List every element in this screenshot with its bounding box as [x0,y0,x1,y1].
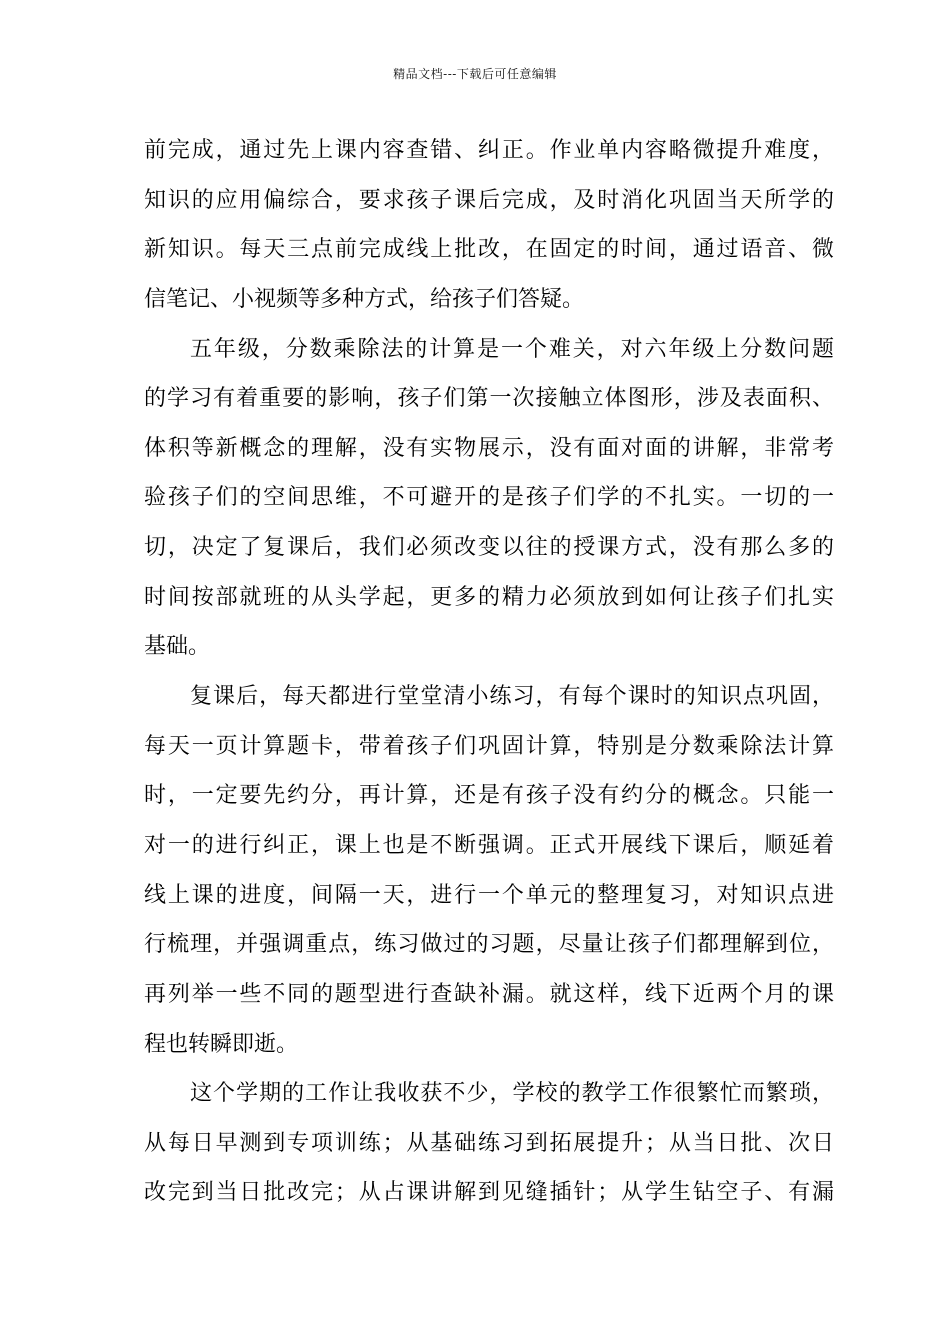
text-line: 新知识。每天三点前完成线上批改，在固定的时间，通过语音、微 [144,237,834,263]
text-line: 的学习有着重要的影响，孩子们第一次接触立体图形，涉及表面积、 [144,386,834,412]
paragraph-first-line: 五年级，分数乘除法的计算是一个难关，对六年级上分数问题 [190,336,834,362]
paragraph-first-line: 复课后，每天都进行堂堂清小练习，有每个课时的知识点巩固， [190,684,834,710]
text-line: 前完成，通过先上课内容查错、纠正。作业单内容略微提升难度， [144,138,834,163]
text-line: 基础。 [144,634,211,660]
text-line: 知识的应用偏综合，要求孩子课后完成，及时消化巩固当天所学的 [144,187,834,213]
text-line: 切，决定了复课后，我们必须改变以往的授课方式，没有那么多的 [144,535,834,561]
body-text [144,126,834,1218]
text-line: 时，一定要先约分，再计算，还是有孩子没有约分的概念。只能一 [144,783,834,809]
text-line: 从每日早测到专项训练；从基础练习到拓展提升；从当日批、次日 [144,1130,834,1156]
text-line: 验孩子们的空间思维，不可避开的是孩子们学的不扎实。一切的一 [144,485,834,511]
text-line: 时间按部就班的从头学起，更多的精力必须放到如何让孩子们扎实 [144,584,834,610]
text-line: 每天一页计算题卡，带着孩子们巩固计算，特别是分数乘除法计算 [144,733,834,759]
text-line: 线上课的进度，间隔一天，进行一个单元的整理复习，对知识点进 [144,882,834,908]
text-line: 再列举一些不同的题型进行查缺补漏。就这样，线下近两个月的课 [144,981,834,1007]
page-header: 精品文档---下载后可任意编辑 [393,67,557,81]
paragraph-first-line: 这个学期的工作让我收获不少，学校的教学工作很繁忙而繁琐， [190,1081,834,1107]
text-line: 对一的进行纠正，课上也是不断强调。正式开展线下课后，顺延着 [144,832,834,858]
text-line: 体积等新概念的理解，没有实物展示，没有面对面的讲解，非常考 [144,435,834,461]
text-line: 改完到当日批改完；从占课讲解到见缝插针；从学生钻空子、有漏 [144,1180,834,1206]
text-line: 信笔记、小视频等多种方式，给孩子们答疑。 [144,286,585,312]
text-line: 行梳理，并强调重点，练习做过的习题，尽量让孩子们都理解到位， [144,932,834,958]
text-line: 程也转瞬即逝。 [144,1031,299,1057]
